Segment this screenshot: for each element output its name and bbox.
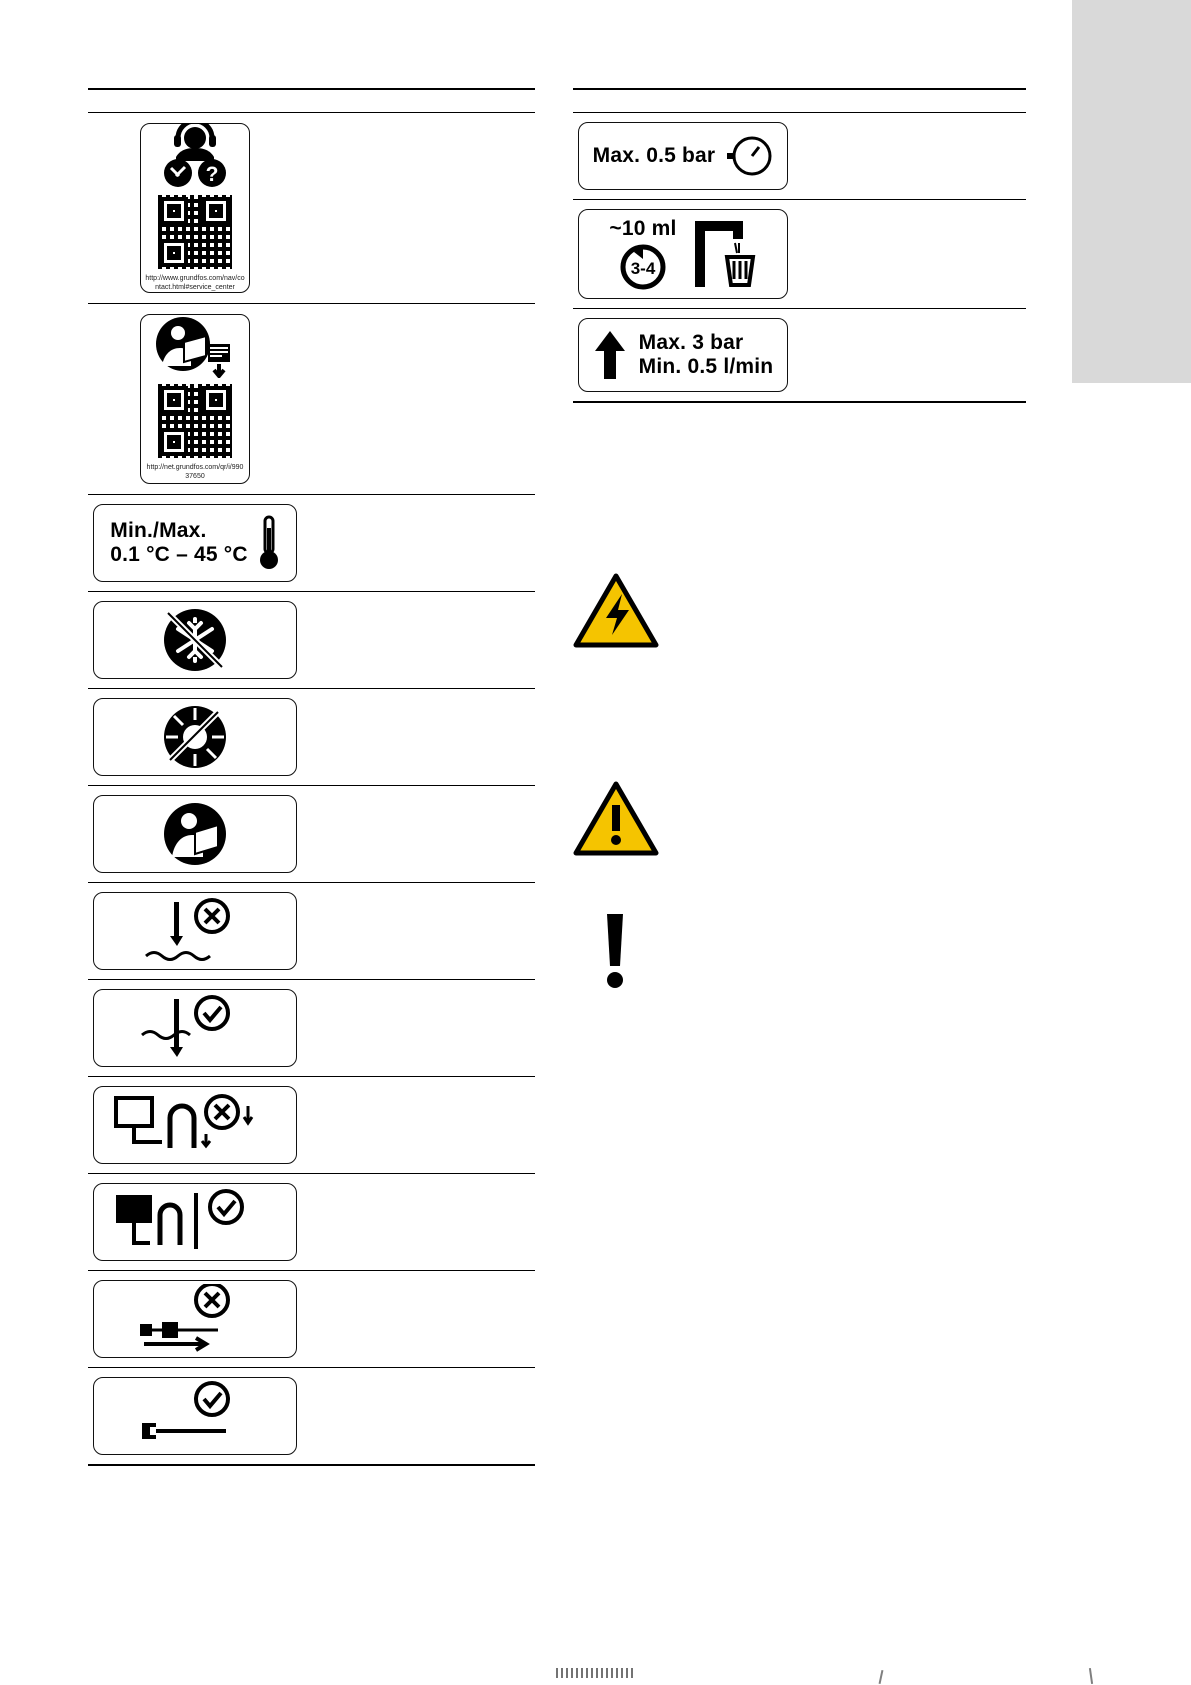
symbol-card-probe-above-liquid-cross xyxy=(93,892,297,970)
symbol-card-priming-volume xyxy=(578,209,788,299)
symbol-card-service-contact xyxy=(140,123,250,293)
table-row xyxy=(573,200,1026,309)
table-row xyxy=(88,1368,535,1466)
manual-url-text: http://net.grundfos.com/qr/i/99037650 xyxy=(146,464,244,480)
discharge-hose-routing-check-icon xyxy=(110,1187,280,1257)
qr-code-service[interactable] xyxy=(158,195,232,269)
symbol-card-no-sunlight xyxy=(93,698,297,776)
temperature-label-line2: 0.1 °C – 45 °C xyxy=(110,543,248,566)
pressure-gauge-icon xyxy=(727,133,773,179)
no-freezing-snowflake-icon xyxy=(160,605,230,675)
general-warning-triangle-icon xyxy=(573,781,659,857)
tap-and-cup-icon xyxy=(687,217,757,291)
symbol-card-connector-check xyxy=(93,1377,297,1455)
table-row xyxy=(88,1174,535,1271)
electric-shock-triangle-icon xyxy=(573,573,659,649)
table-row xyxy=(88,1271,535,1368)
table-row xyxy=(88,113,535,304)
suction-probe-in-liquid-check-icon xyxy=(120,995,270,1061)
up-arrow-icon xyxy=(593,329,627,381)
symbol-card-connector-cross xyxy=(93,1280,297,1358)
table-row xyxy=(573,309,1026,403)
svg-text:?: ? xyxy=(205,163,219,187)
table-row xyxy=(88,786,535,883)
no-direct-sunlight-icon xyxy=(160,702,230,772)
rotation-count-icon xyxy=(616,243,670,291)
right-symbol-table xyxy=(573,88,1026,403)
table-row xyxy=(88,1077,535,1174)
max-pressure-3bar-label: Max. 3 bar xyxy=(638,330,744,354)
max-pressure-label: Max. 0.5 bar xyxy=(592,143,716,167)
rotation-count-label: 3-4 xyxy=(630,259,656,279)
service-url-text: http://www.grundfos.com/nav/contact.html#service_center xyxy=(145,275,245,291)
qr-code-manual[interactable] xyxy=(158,384,232,458)
notice-exclamation xyxy=(595,910,635,990)
warning-general xyxy=(573,781,659,857)
discharge-hose-loop-cross-icon xyxy=(110,1090,280,1160)
table-row xyxy=(88,592,535,689)
symbol-card-read-manual xyxy=(93,795,297,873)
plug-connection-cross-icon xyxy=(120,1284,270,1354)
symbol-card-max-pressure xyxy=(578,122,788,190)
symbol-card-hose-routing-check xyxy=(93,1183,297,1261)
symbol-card-temperature-range xyxy=(93,504,297,582)
print-tick-mark xyxy=(1089,1668,1093,1684)
table-row xyxy=(88,980,535,1077)
suction-probe-above-liquid-cross-icon xyxy=(120,898,270,964)
priming-volume-label: ~10 ml xyxy=(609,216,677,240)
table-row xyxy=(88,689,535,786)
page-edge-tab xyxy=(1072,0,1191,383)
symbol-card-probe-in-liquid-check xyxy=(93,989,297,1067)
symbol-card-hose-loop-cross xyxy=(93,1086,297,1164)
symbol-card-manual-download xyxy=(140,314,250,484)
left-symbol-table xyxy=(88,88,535,1466)
table-row xyxy=(88,495,535,592)
plug-connection-check-icon xyxy=(120,1381,270,1451)
table-row xyxy=(88,883,535,980)
read-manual-icon xyxy=(160,799,230,869)
thermometer-icon xyxy=(258,514,280,572)
symbol-card-max-pressure-min-flow xyxy=(578,318,788,392)
read-manual-download-icon xyxy=(152,316,238,378)
table-row xyxy=(573,113,1026,200)
table-row xyxy=(88,304,535,495)
print-registration-marks xyxy=(556,1668,636,1678)
print-tick-mark xyxy=(879,1670,884,1684)
exclamation-mark-icon xyxy=(595,910,635,990)
service-headset-question-icon xyxy=(156,123,234,189)
symbol-card-no-frost xyxy=(93,601,297,679)
temperature-label-line1: Min./Max. xyxy=(110,518,207,542)
min-flow-label: Min. 0.5 l/min xyxy=(638,355,774,378)
warning-electric-shock xyxy=(573,573,659,649)
